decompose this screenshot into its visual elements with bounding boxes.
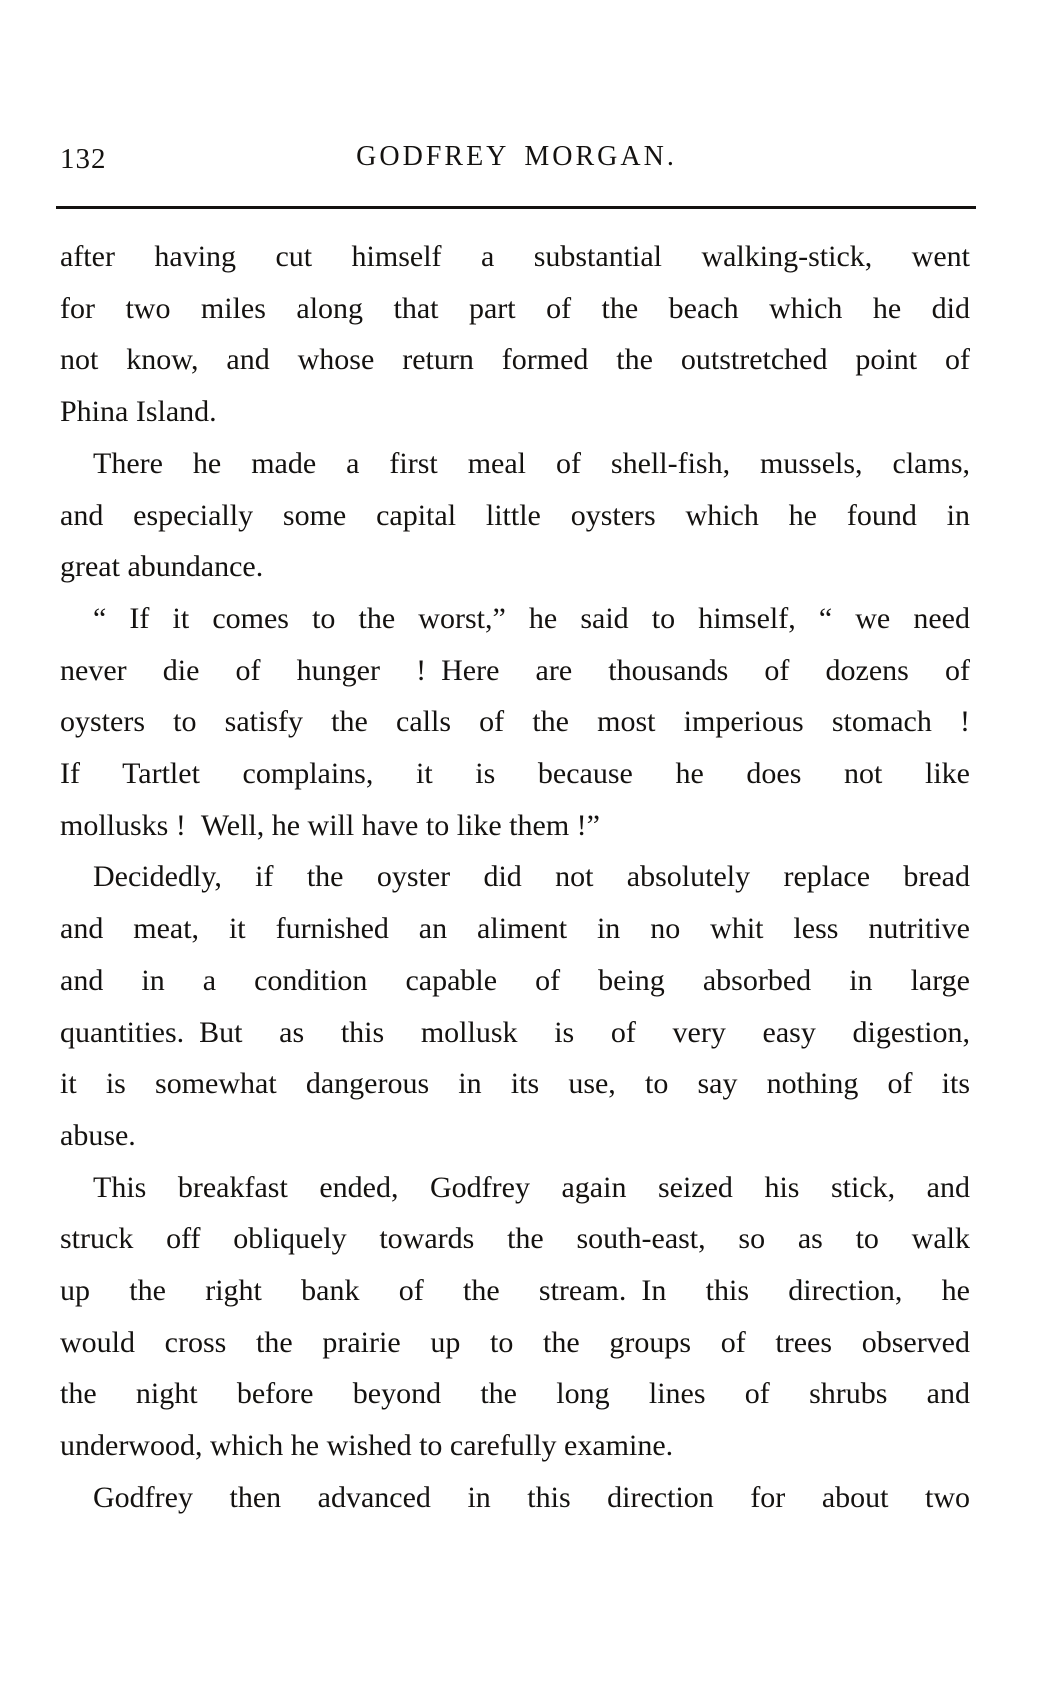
- page-header: [60, 141, 973, 175]
- text-line: up the right bank of the stream. In this direction, he: [60, 1274, 970, 1308]
- text-line: There he made a first meal of shell-fish, mussels, clams,: [93, 446, 970, 480]
- text-line: “ If it comes to the worst,” he said to himself, “ we need: [93, 601, 970, 635]
- paragraph: [60, 1162, 970, 1472]
- page-number: 132: [60, 143, 107, 175]
- text-line: never die of hunger ! Here are thousands of dozens of: [60, 653, 970, 687]
- text-line: for two miles along that part of the beach which he did: [60, 291, 970, 325]
- header-rule: [56, 206, 976, 209]
- text-line: it is somewhat dangerous in its use, to say nothing of its: [60, 1067, 970, 1101]
- text-line: mollusks ! Well, he will have to like them !”: [60, 808, 600, 842]
- paragraph: [60, 438, 970, 593]
- text-line: abuse.: [60, 1118, 136, 1152]
- text-line: the night before beyond the long lines of shrubs and: [60, 1377, 970, 1411]
- text-line: underwood, which he wished to carefully examine.: [60, 1429, 674, 1463]
- text-line: struck off obliquely towards the south-east, so as to walk: [60, 1222, 970, 1256]
- paragraph: [60, 231, 970, 438]
- body-text: [60, 231, 970, 1524]
- text-line: oysters to satisfy the calls of the most imperious stomach !: [60, 705, 970, 739]
- text-line: great abundance.: [60, 550, 264, 584]
- text-line: Decidedly, if the oyster did not absolutely replace bread: [93, 860, 970, 894]
- text-line: and in a condition capable of being absorbed in large: [60, 963, 970, 997]
- running-title: GODFREY MORGAN.: [356, 141, 677, 172]
- paragraph: [60, 851, 970, 1161]
- text-line: If Tartlet complains, it is because he does not like: [60, 757, 970, 791]
- text-line: after having cut himself a substantial walking-stick, went: [60, 240, 970, 273]
- text-line: would cross the prairie up to the groups of trees observed: [60, 1325, 970, 1359]
- text-line: This breakfast ended, Godfrey again seized his stick, and: [93, 1170, 970, 1204]
- text-line: and meat, it furnished an aliment in no whit less nutritive: [60, 912, 970, 946]
- paragraph: [60, 593, 970, 852]
- text-line: not know, and whose return formed the outstretched point of: [60, 343, 970, 377]
- text-line: and especially some capital little oysters which he found in: [60, 498, 970, 532]
- text-line: Godfrey then advanced in this direction for about two: [93, 1480, 970, 1514]
- paragraph: [60, 1472, 970, 1524]
- text-line: quantities. But as this mollusk is of very easy digestion,: [60, 1015, 970, 1049]
- text-line: Phina Island.: [60, 395, 217, 429]
